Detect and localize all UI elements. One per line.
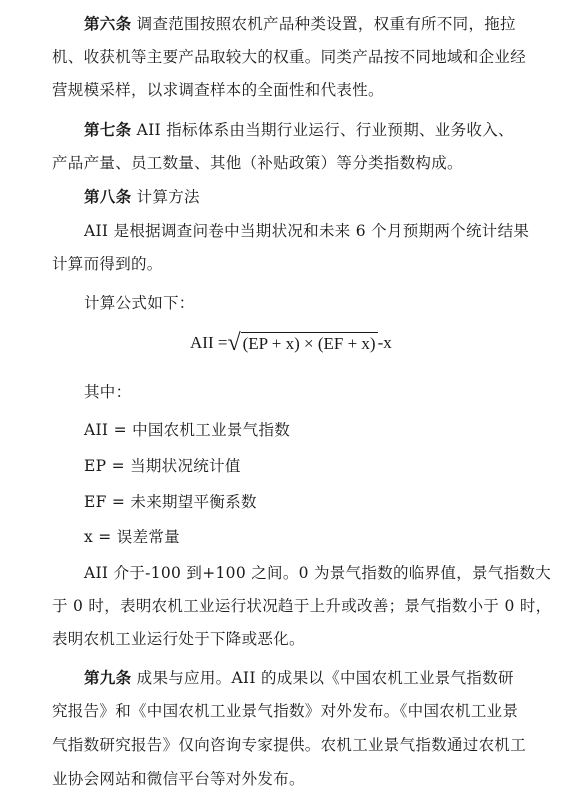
range-line1: AII 介于-100 到+100 之间。0 为景气指数的临界值，景气指数大 bbox=[84, 564, 552, 582]
sqrt-icon: √ bbox=[227, 330, 241, 356]
formula-tail: -x bbox=[377, 333, 392, 352]
article6-line3: 营规模采样，以求调查样本的全面性和代表性。 bbox=[52, 81, 384, 99]
article9-heading: 第九条 bbox=[84, 668, 132, 687]
article7-heading: 第七条 bbox=[84, 120, 132, 139]
article9-line4: 业协会网站和微信平台等对外发布。 bbox=[52, 770, 305, 788]
article9-line1 bbox=[84, 666, 514, 688]
article6-heading: 第六条 bbox=[84, 14, 132, 33]
article8-para1-line1: AII 是根据调查问卷中当期状况和未来 6 个月预期两个统计结果 bbox=[84, 222, 530, 240]
where-label: 其中： bbox=[84, 383, 132, 401]
article7-text-1: AII 指标体系由当期行业运行、行业预期、业务收入、 bbox=[136, 121, 514, 139]
formula-lhs: AII = bbox=[190, 333, 228, 352]
formula-intro: 计算公式如下： bbox=[84, 294, 195, 312]
definition-ep: EP = 当期状况统计值 bbox=[84, 457, 241, 475]
article9-line3: 气指数研究报告》仅向咨询专家提供。农机工业景气指数通过农机工 bbox=[52, 736, 527, 754]
definition-x: x = 误差常量 bbox=[84, 528, 180, 546]
formula-radicand: (EP + x) × (EF + x) bbox=[242, 334, 376, 353]
article7-line2: 产品产量、员工数量、其他（补贴政策）等分类指数构成。 bbox=[52, 154, 463, 172]
range-line2: 于 0 时，表明农机工业运行状况趋于上升或改善；景气指数小于 0 时， bbox=[52, 597, 552, 615]
definition-aii: AII = 中国农机工业景气指数 bbox=[84, 421, 291, 439]
definition-ef: EF = 未来期望平衡系数 bbox=[84, 493, 257, 511]
article8-heading: 第八条 bbox=[84, 187, 132, 206]
article8-title-line bbox=[84, 185, 200, 207]
article8-title: 计算方法 bbox=[136, 188, 200, 206]
range-line3: 表明农机工业运行处于下降或恶化。 bbox=[52, 630, 305, 648]
article6-text-1: 调查范围按照农机产品种类设置，权重有所不同，拖拉 bbox=[136, 15, 516, 33]
article6-line2: 机、收获机等主要产品取较大的权重。同类产品按不同地域和企业经 bbox=[52, 48, 527, 66]
article9-text-1: 成果与应用。AII 的成果以《中国农机工业景气指数研 bbox=[136, 669, 514, 687]
article9-line2: 究报告》和《中国农机工业景气指数》对外发布。《中国农机工业景 bbox=[52, 702, 519, 720]
aii-formula bbox=[190, 330, 392, 356]
article7-line1 bbox=[84, 118, 514, 140]
article8-para1-line2: 计算而得到的。 bbox=[52, 255, 163, 273]
article6-line1 bbox=[84, 12, 516, 34]
